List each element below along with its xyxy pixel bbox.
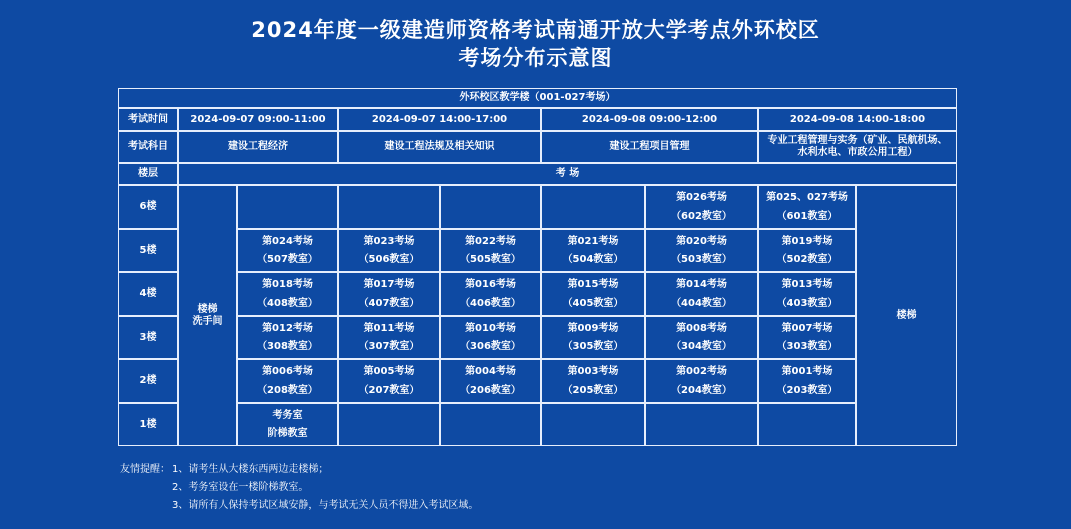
page-title: 2024年度一级建造师资格考试南通开放大学考点外环校区: [251, 18, 820, 42]
room-number: 第025、027考场: [766, 192, 848, 203]
room-number: 第018考场: [262, 279, 313, 290]
exam-room-cell: [541, 229, 645, 272]
exam-room-cell: [758, 185, 856, 229]
room-number: 第012考场: [262, 323, 313, 334]
exam-room-cell: [338, 316, 440, 359]
floor-1-line-1: 1楼: [139, 418, 157, 430]
exam-time-3: [541, 108, 758, 131]
exam-room-cell: [645, 316, 758, 359]
exam-subject-3-line-1: 建设工程项目管理: [609, 141, 690, 152]
classroom-number: 阶梯教室: [267, 428, 308, 439]
exam-room-cell: [338, 359, 440, 403]
floor-3-line-1: 3楼: [139, 331, 157, 343]
empty-cell: [237, 185, 338, 229]
classroom-number: （405教室）: [562, 298, 624, 309]
room-number: 第004考场: [465, 366, 516, 377]
classroom-number: （506教室）: [358, 254, 420, 265]
exam-room-cell: [645, 229, 758, 272]
classroom-number: （207教室）: [358, 385, 420, 396]
exam-room-cell: [758, 229, 856, 272]
notes: [120, 461, 478, 515]
exam-subject-1: [178, 131, 338, 163]
room-number: 第022考场: [465, 236, 516, 247]
room-number: 第020考场: [676, 236, 727, 247]
exam-time-1-line-1: 2024-09-07 09:00-11:00: [190, 113, 326, 125]
empty-cell: [758, 403, 856, 446]
empty-cell: [541, 403, 645, 446]
exam-room-cell: [237, 316, 338, 359]
exam-time-4: [758, 108, 957, 131]
room-number: 第015考场: [567, 279, 619, 290]
floor-6: [118, 185, 178, 229]
room-number: 第021考场: [567, 236, 619, 247]
stairs-washroom-line-2: 洗手间: [192, 315, 223, 327]
classroom-number: （403教室）: [776, 298, 838, 309]
exam-subject-4: [758, 131, 957, 163]
floor-2: [118, 359, 178, 403]
exam-subject-2-line-1: 建设工程法规及相关知识: [384, 141, 495, 152]
exam-room-cell: [440, 229, 541, 272]
note-2: 2、考务室设在一楼阶梯教室。: [172, 482, 309, 493]
classroom-number: （507教室）: [257, 254, 318, 265]
table-header: [118, 88, 957, 108]
room-number: 第013考场: [781, 279, 833, 290]
empty-cell: [645, 403, 758, 446]
exam-room-cell: [541, 359, 645, 403]
room-number: 考务室: [272, 410, 303, 421]
room-number: 第014考场: [676, 279, 727, 290]
exam-room-cell: [440, 316, 541, 359]
room-number: 第001考场: [781, 366, 833, 377]
classroom-number: （404教室）: [671, 298, 732, 309]
room-label: [178, 163, 957, 185]
floor-5: [118, 229, 178, 272]
floor-4-line-1: 4楼: [139, 288, 157, 299]
floor-4: [118, 272, 178, 316]
exam-subject-4-line-2: 水利水电、市政公用工程）: [797, 147, 918, 158]
room-number: 第019考场: [781, 236, 833, 247]
floor-5-line-1: 5楼: [139, 244, 157, 256]
classroom-number: （601教室）: [776, 211, 838, 222]
empty-cell: [338, 403, 440, 446]
exam-room-cell: [237, 272, 338, 316]
floor-label-line-1: 楼层: [138, 168, 158, 179]
room-number: 第006考场: [262, 366, 313, 377]
notes-lead: 友情提醒：: [120, 464, 170, 475]
exam-room-cell: [541, 272, 645, 316]
exam-subject-2: [338, 131, 541, 163]
exam-room-cell: [237, 403, 338, 446]
classroom-number: （504教室）: [562, 254, 624, 265]
classroom-number: （308教室）: [257, 341, 318, 352]
floor-label: [118, 163, 178, 185]
exam-subject-1-line-1: 建设工程经济: [228, 141, 288, 152]
classroom-number: （505教室）: [460, 254, 521, 265]
exam-room-cell: [237, 359, 338, 403]
time-label-line-1: 考试时间: [128, 113, 168, 125]
room-label-line-1: 考 场: [555, 168, 580, 179]
empty-cell: [338, 185, 440, 229]
room-number: 第016考场: [465, 279, 516, 290]
room-number: 第026考场: [676, 192, 727, 203]
exam-subject-3: [541, 131, 758, 163]
table-header-line-1: 外环校区教学楼（001-027考场）: [459, 92, 616, 103]
note-1: 友情提醒： 1、请考生从大楼东西两边走楼梯；: [120, 461, 478, 479]
exam-time-2: [338, 108, 541, 131]
room-number: 第009考场: [567, 323, 619, 334]
room-number: 第011考场: [363, 323, 415, 334]
exam-room-cell: [237, 229, 338, 272]
exam-room-cell: [758, 359, 856, 403]
stairs-washroom: [178, 185, 237, 446]
exam-room-cell: [440, 359, 541, 403]
classroom-number: （205教室）: [562, 385, 624, 396]
classroom-number: （204教室）: [671, 385, 732, 396]
exam-room-cell: [338, 229, 440, 272]
floor-1: [118, 403, 178, 446]
room-number: 第007考场: [781, 323, 833, 334]
floor-6-line-1: 6楼: [139, 201, 157, 212]
classroom-number: （304教室）: [671, 341, 732, 352]
exam-room-cell: [338, 272, 440, 316]
exam-time-3-line-1: 2024-09-08 09:00-12:00: [581, 113, 718, 125]
classroom-number: （408教室）: [257, 298, 318, 309]
room-number: 第008考场: [676, 323, 727, 334]
classroom-number: （307教室）: [358, 341, 420, 352]
classroom-number: （206教室）: [460, 385, 521, 396]
floor-2-line-1: 2楼: [139, 375, 157, 386]
classroom-number: （303教室）: [776, 341, 838, 352]
empty-cell: [541, 185, 645, 229]
classroom-number: （208教室）: [257, 385, 318, 396]
exam-room-cell: [758, 272, 856, 316]
classroom-number: （602教室）: [671, 211, 732, 222]
stairs-washroom-line-1: 楼梯: [197, 303, 218, 315]
stairs: [856, 185, 957, 446]
exam-room-cell: [758, 316, 856, 359]
exam-room-cell: [541, 316, 645, 359]
exam-room-cell: [645, 272, 758, 316]
floor-3: [118, 316, 178, 359]
room-number: 第017考场: [363, 279, 415, 290]
room-number: 第023考场: [363, 236, 415, 247]
classroom-number: （407教室）: [358, 298, 420, 309]
exam-room-cell: [645, 185, 758, 229]
subject-label-line-1: 考试科目: [128, 141, 168, 152]
empty-cell: [440, 185, 541, 229]
exam-room-cell: [645, 359, 758, 403]
exam-time-1: [178, 108, 338, 131]
exam-room-cell: [440, 272, 541, 316]
classroom-number: （306教室）: [460, 341, 521, 352]
note-3: 3、请所有人保持考试区域安静，与考试无关人员不得进入考试区域。: [172, 500, 479, 511]
room-number: 第003考场: [567, 366, 619, 377]
classroom-number: （305教室）: [562, 341, 624, 352]
subject-label: [118, 131, 178, 163]
time-label: [118, 108, 178, 131]
page-subtitle: 考场分布示意图: [458, 46, 613, 70]
classroom-number: （503教室）: [671, 254, 732, 265]
stairs-line-1: 楼梯: [896, 309, 917, 321]
room-number: 第002考场: [676, 366, 727, 377]
exam-subject-4-line-1: 专业工程管理与实务（矿业、民航机场、: [767, 135, 948, 146]
room-number: 第010考场: [465, 323, 516, 334]
room-number: 第005考场: [363, 366, 415, 377]
exam-time-4-line-1: 2024-09-08 14:00-18:00: [789, 113, 926, 125]
exam-time-2-line-1: 2024-09-07 14:00-17:00: [371, 113, 508, 125]
room-number: 第024考场: [262, 236, 313, 247]
classroom-number: （406教室）: [460, 298, 521, 309]
empty-cell: [440, 403, 541, 446]
classroom-number: （203教室）: [776, 385, 838, 396]
classroom-number: （502教室）: [776, 254, 838, 265]
